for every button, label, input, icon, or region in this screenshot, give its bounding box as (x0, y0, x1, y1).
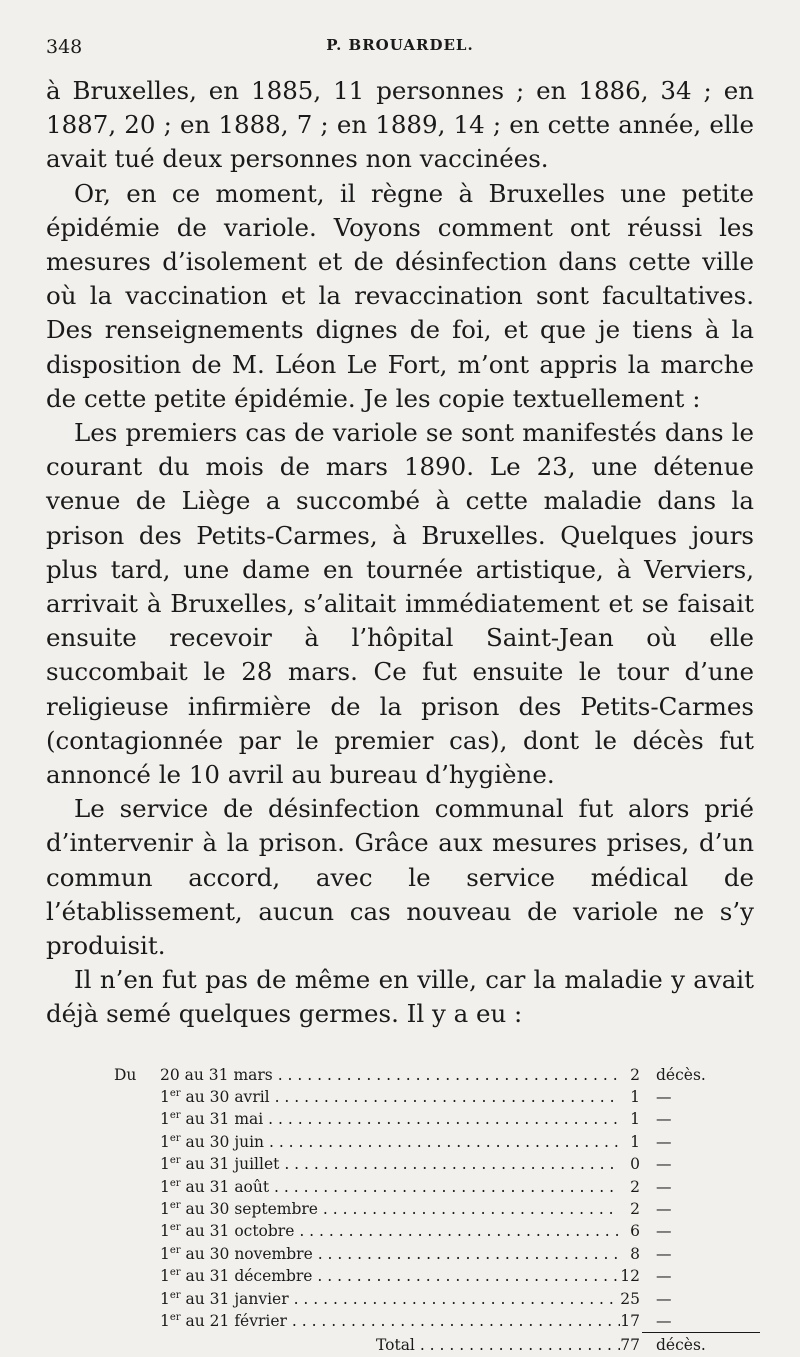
period-label (160, 1265, 620, 1287)
table-row (46, 1086, 754, 1108)
row-prefix: 1 (160, 1244, 170, 1263)
table-rows (46, 1086, 754, 1332)
period-label (160, 1176, 620, 1198)
row-prefix: 1 (160, 1289, 170, 1308)
row-prefix: 1 (160, 1177, 170, 1196)
unit-label: — (656, 1267, 672, 1286)
period-label (160, 1131, 620, 1153)
period-text: au 30 avril (185, 1088, 270, 1107)
paragraph: Le service de désinfection communal fut alors prié d’intervenir à la prison. Grâce aux mesures prises, d’un commun accord, avec le service médical de l’établissement, aucun cas nouveau de variole ne s’y produisit. (46, 794, 754, 961)
ordinal-suffix: er (169, 1087, 181, 1099)
table-row (46, 1310, 754, 1332)
death-count: 1 (630, 1132, 640, 1151)
table-row (46, 1265, 754, 1287)
table-row (46, 1131, 754, 1153)
total-rule (642, 1332, 760, 1333)
period-label (160, 1198, 620, 1220)
row-prefix: 1 (160, 1222, 170, 1241)
period-text: au 31 janvier (185, 1289, 289, 1308)
death-count: 1 (630, 1088, 640, 1107)
smallpox-deaths-table (46, 1064, 754, 1357)
row-prefix: 1 (160, 1155, 170, 1174)
unit-label: — (656, 1222, 672, 1241)
paragraph: Les premiers cas de variole se sont manifestés dans le courant du mois de mars 1890. Le 23, une détenue venue de Liège a succombé à cette maladie dans la prison des Petits-Carmes, à Bruxelles. Quelques jours plus tard, une dame en tournée artistique, à Verviers, arrivait à Bruxelles, s’alitait immédiatement et se faisait ensuite recevoir à l’hôpital Saint-Jean où elle succombait le 28 mars. Ce fut ensuite le tour d’une religieuse infirmière de la prison des Petits-Carmes (contagionnée par le premier cas), dont le décès fut annoncé le 10 avril au bureau d’hygiène. (46, 418, 754, 790)
unit-label: — (656, 1155, 672, 1174)
paragraph: Il n’en fut pas de même en ville, car la maladie y avait déjà semé quelques germes. Il y a eu : (46, 965, 754, 1029)
paragraph: à Bruxelles, en 1885, 11 personnes ; en 1886, 34 ; en 1887, 20 ; en 1888, 7 ; en 1889, 14 ; en cette année, elle avait tué deux personnes non vaccinées. (46, 76, 754, 174)
death-count: 2 (630, 1200, 640, 1219)
period-label (160, 1243, 620, 1265)
row-prefix: 1 (160, 1311, 170, 1330)
unit-label: — (656, 1244, 672, 1263)
table-row (46, 1220, 754, 1242)
period-label (160, 1153, 620, 1175)
unit-label: — (656, 1200, 672, 1219)
unit-label: — (656, 1132, 672, 1151)
death-count: 0 (630, 1155, 640, 1174)
period-label: 20 au 31 mars . . . (160, 1064, 620, 1086)
period-label (160, 1108, 620, 1130)
unit-label: — (656, 1110, 672, 1129)
table-row (46, 1243, 754, 1265)
ordinal-suffix: er (169, 1289, 181, 1301)
ordinal-suffix: er (169, 1311, 181, 1323)
ordinal-suffix: er (169, 1199, 181, 1211)
unit-label: — (656, 1177, 672, 1196)
row-prefix: 1 (160, 1110, 170, 1129)
running-title: P. BROUARDEL. (326, 36, 474, 54)
ordinal-suffix: er (169, 1132, 181, 1144)
period-label (160, 1288, 620, 1310)
period-text: au 31 mai (185, 1110, 264, 1129)
row-prefix: 1 (160, 1267, 170, 1286)
du-label: Du (114, 1065, 137, 1084)
period-label (160, 1310, 620, 1332)
death-count: 6 (630, 1222, 640, 1241)
total-row (46, 1334, 754, 1356)
ordinal-suffix: er (169, 1222, 181, 1234)
ordinal-suffix: er (169, 1155, 181, 1167)
period-label (160, 1086, 620, 1108)
death-count: 2 (630, 1177, 640, 1196)
unit-label: décès. (656, 1065, 706, 1084)
death-count: 12 (620, 1267, 640, 1286)
unit-label: — (656, 1311, 672, 1330)
ordinal-suffix: er (169, 1244, 181, 1256)
total-count: 77 (620, 1336, 640, 1355)
death-count: 25 (620, 1289, 640, 1308)
table-row (46, 1064, 754, 1086)
death-count: 1 (630, 1110, 640, 1129)
period-text: au 31 août (185, 1177, 270, 1196)
table-row (46, 1176, 754, 1198)
period-text: au 21 février (185, 1311, 287, 1330)
row-prefix: 1 (160, 1132, 170, 1151)
row-prefix: 1 (160, 1200, 170, 1219)
death-count: 2 (630, 1065, 640, 1084)
period-text: au 31 décembre (185, 1267, 313, 1286)
period-text: au 30 septembre (185, 1200, 318, 1219)
table-row (46, 1288, 754, 1310)
page-number: 348 (46, 36, 83, 58)
unit-label: — (656, 1289, 672, 1308)
page-header (46, 36, 754, 70)
ordinal-suffix: er (169, 1177, 181, 1189)
row-prefix: 1 (160, 1088, 170, 1107)
ordinal-suffix: er (169, 1267, 181, 1279)
table-row (46, 1198, 754, 1220)
body-text (46, 74, 754, 1032)
period-text: au 30 juin (185, 1132, 265, 1151)
death-count: 17 (620, 1311, 640, 1330)
table-row (46, 1153, 754, 1175)
unit-label: — (656, 1088, 672, 1107)
total-label: Total . . . (376, 1334, 620, 1356)
ordinal-suffix: er (169, 1110, 181, 1122)
period-text: au 31 juillet (185, 1155, 280, 1174)
death-count: 8 (630, 1244, 640, 1263)
total-unit: décès. (656, 1336, 706, 1355)
period-text: au 31 octobre (185, 1222, 295, 1241)
period-text: au 30 novembre (185, 1244, 313, 1263)
period-label (160, 1220, 620, 1242)
paragraph: Or, en ce moment, il règne à Bruxelles une petite épidémie de variole. Voyons comment ont réussi les mesures d’isolement et de désinfection dans cette ville où la vaccination et la revaccination sont facultatives. Des renseignements dignes de foi, et que je tiens à la disposition de M. Léon Le Fort, m’ont appris la marche de cette petite épidémie. Je les copie textuellement : (46, 178, 754, 413)
table-row (46, 1108, 754, 1130)
